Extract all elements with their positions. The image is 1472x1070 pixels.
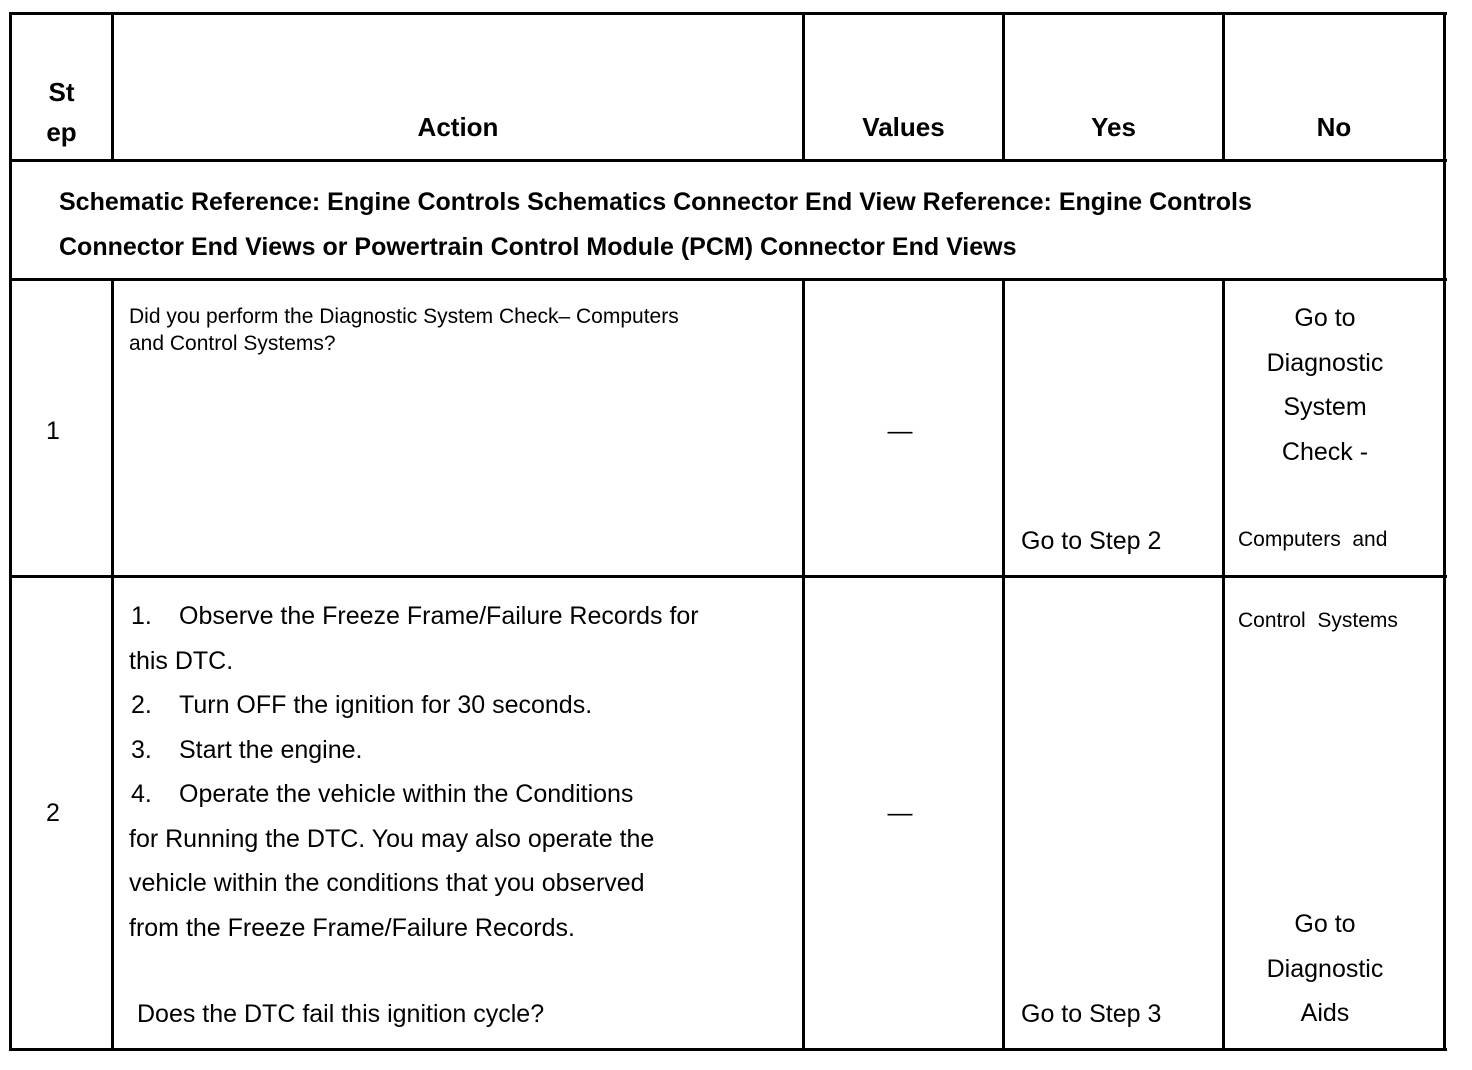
col-divider-values [1002, 278, 1005, 1051]
row2-action-item [129, 772, 799, 817]
row2-action-item [129, 639, 799, 684]
row1-action-line1: Did you perform the Diagnostic System Check– Computers [129, 305, 679, 328]
row1-no-small-line2: Control Systems [1238, 609, 1398, 632]
table-border-right [1443, 12, 1446, 1051]
row1-action [129, 303, 799, 357]
row1-no-small-line1: Computers and [1238, 528, 1388, 551]
item-number: 4. [131, 780, 152, 808]
row1-yes: Go to Step 2 [1021, 527, 1162, 555]
row1-no-small [1238, 472, 1438, 661]
row1-no-line1: Go to [1294, 304, 1356, 332]
row2-action-item [129, 594, 799, 639]
header-step [12, 72, 111, 152]
row1-no [1225, 296, 1425, 474]
header-divider [10, 159, 1447, 162]
col-divider-step [111, 278, 114, 1051]
row-divider [10, 575, 1447, 578]
row2-no-line3: Aids [1300, 999, 1350, 1027]
item-text: for Running the DTC. You may also operate the [129, 824, 655, 853]
row2-action-item [129, 728, 799, 773]
item-text: Observe the Freeze Frame/Failure Records for [179, 602, 699, 630]
row1-no-line2: Diagnostic [1266, 348, 1384, 377]
item-number: 2. [131, 691, 152, 719]
row2-action-item [129, 906, 799, 951]
header-values: Values [862, 112, 945, 142]
row2-step: 2 [46, 799, 60, 827]
reference-divider [10, 278, 1447, 281]
item-text: vehicle within the conditions that you observed [129, 869, 645, 897]
header-step-line1: St [48, 77, 75, 107]
table-border-bottom [10, 1048, 1447, 1051]
row2-yes: Go to Step 3 [1021, 1000, 1162, 1028]
row2-no [1225, 902, 1425, 1036]
item-text: from the Freeze Frame/Failure Records. [129, 913, 575, 942]
item-text: this DTC. [129, 646, 234, 675]
header-step-line2: ep [46, 117, 77, 147]
header-no: No [1316, 112, 1352, 142]
item-text: Turn OFF the ignition for 30 seconds. [179, 691, 593, 719]
row2-action-item [129, 861, 799, 906]
row2-no-line2: Diagnostic [1266, 954, 1384, 983]
col-divider-action [802, 278, 805, 1051]
row1-action-line2: and Control Systems? [129, 332, 336, 355]
row2-values: — [887, 799, 913, 827]
row2-action-item [129, 817, 799, 862]
row2-action [129, 594, 799, 950]
item-text: Start the engine. [179, 735, 363, 764]
row2-action-item [129, 683, 799, 728]
item-number: 1. [131, 602, 152, 630]
header-action: Action [417, 112, 499, 142]
table-border-left [9, 12, 12, 1051]
item-number: 3. [131, 735, 152, 764]
row2-question: Does the DTC fail this ignition cycle? [137, 1000, 545, 1028]
table-border-top [10, 12, 1447, 15]
reference-line-1: Schematic Reference: Engine Controls Schematics Connector End View Reference: Engine Controls [59, 188, 1252, 216]
row1-no-line4: Check - [1281, 437, 1369, 466]
item-text: Operate the vehicle within the Conditions [179, 780, 634, 808]
schematic-reference [59, 180, 1439, 270]
reference-line-2: Connector End Views or Powertrain Control Module (PCM) Connector End Views [59, 233, 1017, 261]
row1-step: 1 [46, 417, 60, 445]
row1-no-line3: System [1283, 393, 1367, 421]
header-yes: Yes [1091, 112, 1136, 142]
row2-no-line1: Go to [1294, 910, 1356, 938]
row1-values: — [887, 417, 913, 445]
